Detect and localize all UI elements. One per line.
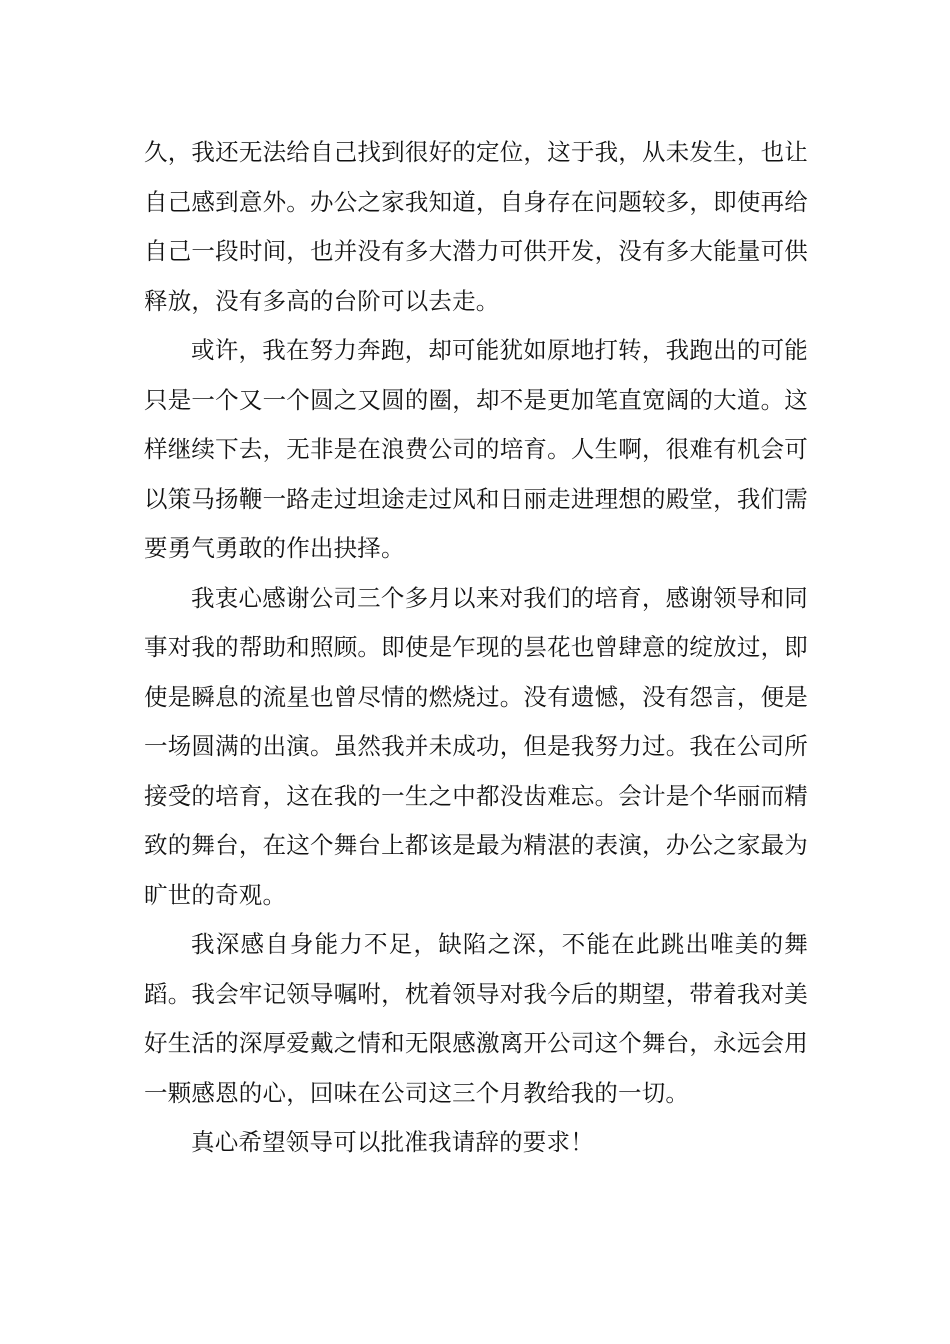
paragraph: 我衷心感谢公司三个多月以来对我们的培育，感谢领导和同事对我的帮助和照顾。即使是乍现的昙花也曾肆意的绽放过，即使是瞬息的流星也曾尽情的燃烧过。没有遗憾，没有怨言，便是一场圆满的出演。虽然我并未成功，但是我努力过。我在公司所接受的培育，这在我的一生之中都没齿难忘。会计是个华丽而精致的舞台，在这个舞台上都该是最为精湛的表演，办公之家最为旷世的奇观。 [144, 583, 808, 909]
document-body [144, 128, 808, 1168]
paragraph-continued: 久，我还无法给自己找到很好的定位，这于我，从未发生，也让自己感到意外。办公之家我知道，自身存在问题较多，即使再给自己一段时间，也并没有多大潜力可供开发，没有多大能量可供释放，没有多高的台阶可以去走。 [144, 138, 808, 315]
paragraph-closing: 真心希望领导可以批准我请辞的要求！ [191, 1128, 594, 1156]
paragraph: 或许，我在努力奔跑，却可能犹如原地打转，我跑出的可能只是一个又一个圆之又圆的圈，却不是更加笔直宽阔的大道。这样继续下去，无非是在浪费公司的培育。人生啊，很难有机会可以策马扬鞭一路走过坦途走过风和日丽走进理想的殿堂，我们需要勇气勇敢的作出抉择。 [144, 336, 808, 562]
paragraph: 我深感自身能力不足，缺陷之深，不能在此跳出唯美的舞蹈。我会牢记领导嘱咐，枕着领导对我今后的期望，带着我对美好生活的深厚爱戴之情和无限感激离开公司这个舞台，永远会用一颗感恩的心，回味在公司这三个月教给我的一切。 [144, 930, 808, 1107]
